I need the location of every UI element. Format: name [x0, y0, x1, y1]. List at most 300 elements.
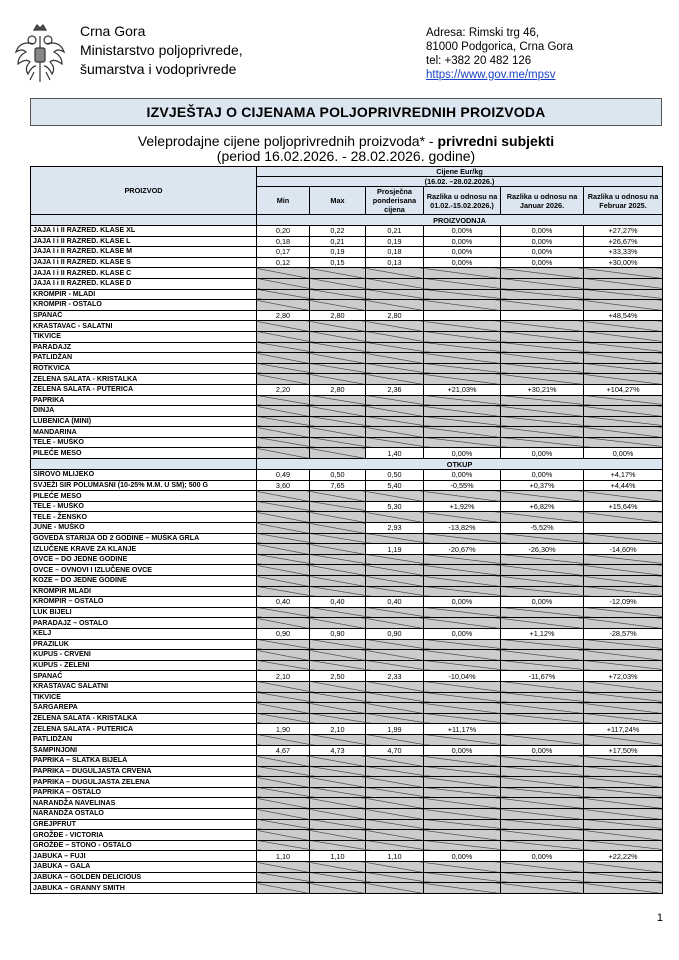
section-header [31, 459, 663, 470]
value-cell: +30,21% [501, 384, 584, 395]
value-cell: +17,50% [584, 745, 663, 756]
product-name: NARANDŽA NAVELINAS [31, 798, 257, 809]
col-header-diff-jan: Razlika u odnosu na Januar 2026. [501, 187, 584, 215]
empty-cell [257, 512, 310, 523]
section-title: OTKUP [257, 459, 663, 470]
address-line-2: 81000 Podgorica, Crna Gora [426, 41, 574, 53]
value-cell: -13,82% [424, 523, 501, 534]
empty-cell [424, 734, 501, 745]
empty-cell [584, 756, 663, 767]
empty-cell [310, 840, 366, 851]
empty-cell [424, 809, 501, 820]
value-cell: 1,19 [366, 544, 424, 555]
phone-line: tel: +382 20 482 126 [426, 55, 532, 67]
empty-cell [584, 437, 663, 448]
empty-cell [310, 342, 366, 353]
empty-cell [310, 406, 366, 417]
empty-cell [584, 565, 663, 576]
table-row [31, 671, 663, 682]
product-name: PAPRIKA – OSTALO [31, 787, 257, 798]
value-cell: 0,00% [424, 628, 501, 639]
empty-cell [257, 734, 310, 745]
empty-cell [501, 289, 584, 300]
product-name: KROMPIR - MLADI [31, 289, 257, 300]
empty-cell [310, 448, 366, 459]
table-row [31, 321, 663, 332]
empty-cell [584, 406, 663, 417]
empty-cell [424, 342, 501, 353]
empty-cell [366, 331, 424, 342]
empty-cell [310, 491, 366, 502]
empty-cell [366, 883, 424, 894]
empty-cell [310, 607, 366, 618]
value-cell: 0,00% [501, 745, 584, 756]
value-cell: 0,00% [501, 226, 584, 237]
empty-cell [310, 544, 366, 555]
value-cell: 0,19 [310, 247, 366, 258]
product-name: OVCE – DO JEDNE GODINE [31, 554, 257, 565]
empty-cell [310, 278, 366, 289]
value-cell [501, 310, 584, 321]
product-name: IZLUČENE KRAVE ZA KLANJE [31, 544, 257, 555]
empty-cell [310, 437, 366, 448]
empty-cell [501, 374, 584, 385]
empty-cell [257, 342, 310, 353]
empty-cell [366, 713, 424, 724]
empty-cell [424, 586, 501, 597]
empty-cell [584, 618, 663, 629]
empty-cell [501, 872, 584, 883]
empty-cell [424, 607, 501, 618]
empty-cell [310, 703, 366, 714]
empty-cell [366, 363, 424, 374]
value-cell: 0,18 [366, 247, 424, 258]
empty-cell [366, 734, 424, 745]
value-cell: 0,00% [424, 470, 501, 481]
empty-cell [501, 565, 584, 576]
empty-cell [584, 872, 663, 883]
product-name: TELE - ŽENSKO [31, 512, 257, 523]
value-cell [584, 523, 663, 534]
value-cell: 0,00% [424, 226, 501, 237]
empty-cell [310, 650, 366, 661]
empty-cell [257, 618, 310, 629]
table-row [31, 830, 663, 841]
empty-cell [366, 840, 424, 851]
product-name: KOZE – DO JEDNE GODINE [31, 576, 257, 587]
empty-cell [366, 491, 424, 502]
empty-cell [257, 395, 310, 406]
contact-block [426, 26, 573, 82]
value-cell: 0,17 [257, 247, 310, 258]
empty-cell [310, 681, 366, 692]
empty-cell [501, 353, 584, 364]
empty-cell [584, 363, 663, 374]
report-title: IZVJEŠTAJ O CIJENAMA POLJOPRIVREDNIH PROIZVODA [30, 98, 662, 126]
ministry-name [80, 22, 243, 79]
value-cell: 4,67 [257, 745, 310, 756]
table-row [31, 278, 663, 289]
table-row [31, 565, 663, 576]
table-row [31, 628, 663, 639]
empty-cell [310, 766, 366, 777]
value-cell: 3,60 [257, 480, 310, 491]
product-name: ZELENA SALATA - KRISTALKA [31, 374, 257, 385]
address-line-1: Adresa: Rimski trg 46, [426, 27, 540, 39]
product-name: SIROVO MLIJEKO [31, 470, 257, 481]
empty-cell [424, 576, 501, 587]
empty-cell [257, 406, 310, 417]
product-name: PAPRIKA – SLATKA BIJELA [31, 756, 257, 767]
empty-cell [501, 862, 584, 873]
empty-cell [501, 363, 584, 374]
empty-cell [424, 437, 501, 448]
empty-cell [366, 798, 424, 809]
empty-cell [366, 512, 424, 523]
table-row [31, 406, 663, 417]
table-row [31, 353, 663, 364]
empty-cell [257, 268, 310, 279]
empty-cell [257, 437, 310, 448]
table-row [31, 872, 663, 883]
value-cell: 0,00% [501, 247, 584, 258]
empty-cell [310, 427, 366, 438]
value-cell: 0,21 [310, 236, 366, 247]
empty-cell [310, 300, 366, 311]
table-row [31, 247, 663, 258]
col-header-avg: Prosječna ponderisana cijena [366, 187, 424, 215]
empty-cell [424, 618, 501, 629]
empty-cell [584, 787, 663, 798]
table-row [31, 607, 663, 618]
table-row [31, 819, 663, 830]
empty-cell [584, 681, 663, 692]
empty-cell [257, 756, 310, 767]
empty-cell [501, 734, 584, 745]
value-cell [424, 310, 501, 321]
product-name: JAJA I i II RAZRED. KLASE S [31, 257, 257, 268]
empty-cell [310, 713, 366, 724]
product-name: ZELENA SALATA - PUTERICA [31, 724, 257, 735]
product-name: KELJ [31, 628, 257, 639]
product-name: KROMPIR - OSTALO [31, 300, 257, 311]
empty-cell [501, 650, 584, 661]
empty-cell [366, 756, 424, 767]
empty-cell [424, 660, 501, 671]
empty-cell [424, 703, 501, 714]
empty-cell [501, 321, 584, 332]
empty-cell [584, 883, 663, 894]
value-cell: +1,92% [424, 501, 501, 512]
empty-cell [584, 862, 663, 873]
product-name: SPANAĆ [31, 310, 257, 321]
empty-cell [366, 289, 424, 300]
table-row [31, 756, 663, 767]
empty-cell [584, 840, 663, 851]
product-name: PAPRIKA – DUGULJASTA CRVENA [31, 766, 257, 777]
value-cell: +26,67% [584, 236, 663, 247]
empty-cell [310, 512, 366, 523]
empty-cell [501, 533, 584, 544]
product-name: JAJA I i II RAZRED. KLASE M [31, 247, 257, 258]
empty-cell [257, 427, 310, 438]
empty-cell [366, 809, 424, 820]
empty-cell [310, 523, 366, 534]
value-cell: 0,00% [424, 257, 501, 268]
empty-cell [257, 798, 310, 809]
empty-cell [424, 321, 501, 332]
empty-cell [501, 491, 584, 502]
product-name: ŠAMPINJONI [31, 745, 257, 756]
report-subtitle [30, 134, 662, 164]
empty-cell [501, 268, 584, 279]
product-name: JAJA I i II RAZRED. KLASE D [31, 278, 257, 289]
subtitle-text: Veleprodajne cijene poljoprivrednih proizvoda* - [137, 133, 438, 149]
empty-cell [424, 416, 501, 427]
value-cell: +22,22% [584, 851, 663, 862]
empty-cell [366, 766, 424, 777]
value-cell: 0,22 [310, 226, 366, 237]
empty-cell [366, 660, 424, 671]
empty-cell [501, 809, 584, 820]
product-name: KRASTAVAC SALATNI [31, 681, 257, 692]
table-row [31, 257, 663, 268]
col-header-diff-feb: Razlika u odnosu na Februar 2025. [584, 187, 663, 215]
empty-cell [310, 395, 366, 406]
empty-cell [424, 692, 501, 703]
empty-cell [310, 289, 366, 300]
table-row [31, 862, 663, 873]
empty-cell [424, 353, 501, 364]
empty-cell [584, 512, 663, 523]
empty-cell [257, 681, 310, 692]
product-name: JABUKA – GOLDEN DELICIOUS [31, 872, 257, 883]
empty-cell [257, 353, 310, 364]
empty-cell [257, 533, 310, 544]
empty-cell [584, 713, 663, 724]
table-row [31, 734, 663, 745]
product-name: JABUKA – FUJI [31, 851, 257, 862]
empty-cell [366, 872, 424, 883]
empty-cell [257, 523, 310, 534]
empty-cell [501, 883, 584, 894]
empty-cell [424, 766, 501, 777]
empty-cell [310, 830, 366, 841]
value-cell: 2,93 [366, 523, 424, 534]
value-cell: 0,00% [424, 236, 501, 247]
empty-cell [310, 639, 366, 650]
value-cell: +1,12% [501, 628, 584, 639]
value-cell: 2,33 [366, 671, 424, 682]
empty-cell [424, 777, 501, 788]
value-cell: 0,90 [366, 628, 424, 639]
value-cell: 0,15 [310, 257, 366, 268]
product-name: PARADAJZ – OSTALO [31, 618, 257, 629]
value-cell: 2,10 [310, 724, 366, 735]
value-cell: +27,27% [584, 226, 663, 237]
product-name: GROŽĐE - VICTORIA [31, 830, 257, 841]
empty-cell [424, 363, 501, 374]
empty-cell [310, 374, 366, 385]
empty-cell [424, 787, 501, 798]
table-row [31, 745, 663, 756]
empty-cell [257, 883, 310, 894]
product-name: PAPRIKA [31, 395, 257, 406]
value-cell: 2,80 [310, 384, 366, 395]
value-cell: 0,00% [501, 448, 584, 459]
website-link[interactable]: https://www.gov.me/mpsv [426, 69, 556, 81]
table-row [31, 523, 663, 534]
empty-cell [257, 872, 310, 883]
empty-cell [257, 501, 310, 512]
empty-cell [310, 872, 366, 883]
empty-cell [257, 491, 310, 502]
empty-cell [501, 607, 584, 618]
product-name: ZELENA SALATA - PUTERICA [31, 384, 257, 395]
product-name: GROŽĐE – STONO - OSTALO [31, 840, 257, 851]
product-name: ROTKVICA [31, 363, 257, 374]
empty-cell [584, 554, 663, 565]
col-header-min: Min [257, 187, 310, 215]
empty-cell [257, 554, 310, 565]
product-name: TELE - MUŠKO [31, 501, 257, 512]
empty-cell [257, 448, 310, 459]
empty-cell [366, 586, 424, 597]
country-name: Crna Gora [80, 23, 146, 39]
empty-cell [501, 512, 584, 523]
value-cell: 0,00% [501, 257, 584, 268]
value-cell: +30,00% [584, 257, 663, 268]
table-row [31, 236, 663, 247]
value-cell: 0,90 [310, 628, 366, 639]
ministry-line-2: šumarstva i vodoprivrede [80, 61, 237, 77]
empty-cell [501, 342, 584, 353]
page-number: 1 [656, 912, 663, 924]
empty-cell [501, 692, 584, 703]
value-cell [501, 724, 584, 735]
empty-cell [501, 576, 584, 587]
empty-cell [424, 862, 501, 873]
empty-cell [257, 416, 310, 427]
prices-unit-label: Cijene Eur/kg [257, 167, 663, 177]
empty-cell [501, 798, 584, 809]
value-cell: 2,50 [310, 671, 366, 682]
empty-cell [257, 607, 310, 618]
table-row [31, 437, 663, 448]
table-row [31, 384, 663, 395]
product-name: KUPUS - ZELENI [31, 660, 257, 671]
empty-cell [310, 692, 366, 703]
empty-cell [584, 533, 663, 544]
value-cell: 4,73 [310, 745, 366, 756]
empty-cell [310, 660, 366, 671]
table-row [31, 268, 663, 279]
value-cell: 2,20 [257, 384, 310, 395]
empty-cell [257, 660, 310, 671]
empty-cell [366, 437, 424, 448]
empty-cell [501, 331, 584, 342]
value-cell: 0,00% [501, 236, 584, 247]
table-row [31, 512, 663, 523]
value-cell: 0,49 [257, 470, 310, 481]
empty-cell [584, 830, 663, 841]
product-name: GREJPFRUT [31, 819, 257, 830]
table-row [31, 692, 663, 703]
table-row [31, 395, 663, 406]
empty-cell [257, 787, 310, 798]
value-cell: 0,13 [366, 257, 424, 268]
empty-cell [424, 395, 501, 406]
empty-cell [366, 703, 424, 714]
empty-cell [257, 321, 310, 332]
empty-cell [424, 756, 501, 767]
empty-cell [584, 576, 663, 587]
montenegro-coat-of-arms-icon [12, 22, 68, 84]
table-row [31, 533, 663, 544]
empty-cell [501, 819, 584, 830]
table-row [31, 310, 663, 321]
product-name: JUNE - MUŠKO [31, 523, 257, 534]
table-row [31, 470, 663, 481]
empty-cell [366, 565, 424, 576]
prices-period-label: (16.02. –28.02.2026.) [257, 177, 663, 187]
empty-cell [424, 512, 501, 523]
value-cell: -12,09% [584, 597, 663, 608]
value-cell: 1,10 [257, 851, 310, 862]
empty-cell [584, 300, 663, 311]
table-row [31, 703, 663, 714]
product-name: TIKVICE [31, 331, 257, 342]
value-cell: 0,50 [310, 470, 366, 481]
product-name: JAJA I i II RAZRED. KLASE L [31, 236, 257, 247]
value-cell: 0,00% [501, 851, 584, 862]
empty-cell [310, 787, 366, 798]
value-cell: 2,80 [310, 310, 366, 321]
empty-cell [310, 565, 366, 576]
empty-cell [584, 491, 663, 502]
empty-cell [310, 734, 366, 745]
value-cell: 1,10 [310, 851, 366, 862]
value-cell: 0,00% [501, 597, 584, 608]
empty-cell [501, 586, 584, 597]
ministry-line-1: Ministarstvo poljoprivrede, [80, 42, 243, 58]
value-cell: -28,57% [584, 628, 663, 639]
value-cell: 0,19 [366, 236, 424, 247]
section-header [31, 215, 663, 226]
empty-cell [257, 639, 310, 650]
empty-cell [584, 734, 663, 745]
empty-cell [501, 278, 584, 289]
table-row [31, 809, 663, 820]
empty-cell [366, 576, 424, 587]
empty-cell [366, 618, 424, 629]
empty-cell [257, 374, 310, 385]
value-cell: 0,20 [257, 226, 310, 237]
value-cell: 0,50 [366, 470, 424, 481]
empty-cell [501, 681, 584, 692]
empty-cell [584, 607, 663, 618]
empty-cell [310, 416, 366, 427]
table-row [31, 883, 663, 894]
product-name: JAJA I i II RAZRED. KLASE C [31, 268, 257, 279]
empty-cell [257, 363, 310, 374]
empty-cell [584, 321, 663, 332]
empty-cell [257, 713, 310, 724]
value-cell: 0,18 [257, 236, 310, 247]
empty-cell [366, 650, 424, 661]
table-row [31, 300, 663, 311]
empty-cell [424, 840, 501, 851]
